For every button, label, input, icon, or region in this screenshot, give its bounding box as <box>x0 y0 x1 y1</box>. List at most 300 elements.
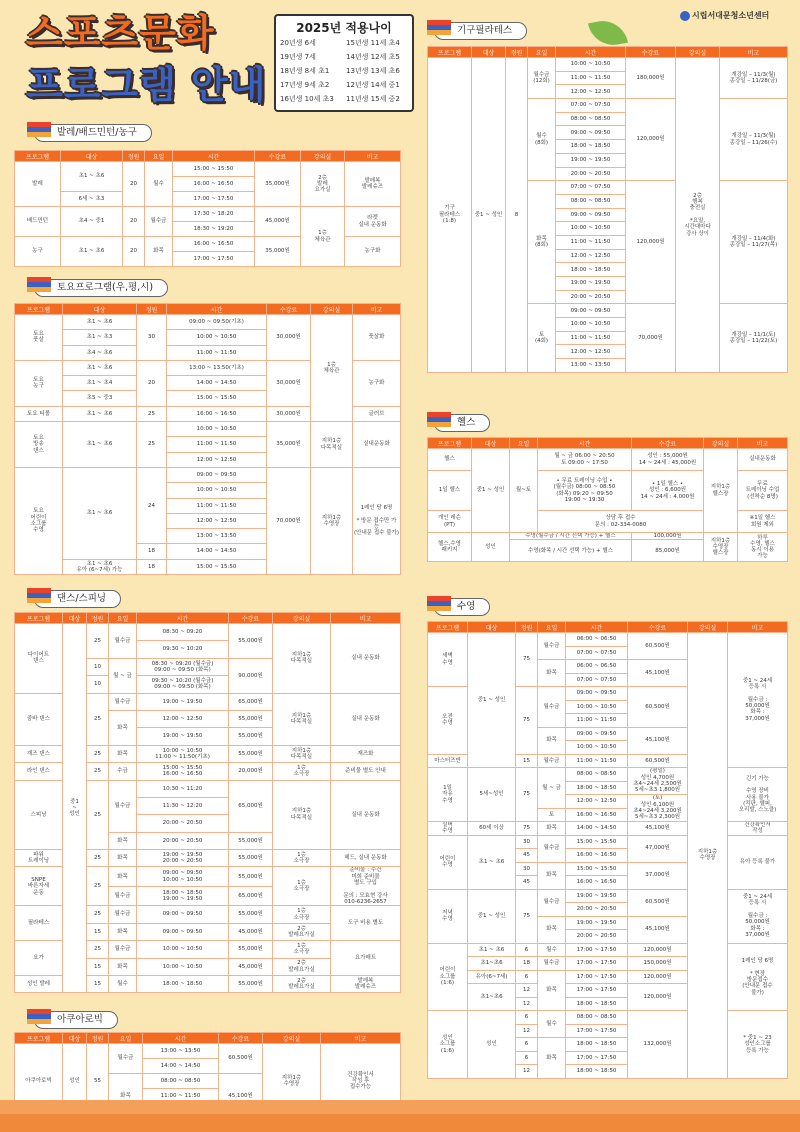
section-pilates: 기구필라테스 <box>434 22 527 40</box>
header-cell: 비고 <box>353 304 401 315</box>
table-cell: 10:00 ~ 10:50 <box>566 700 628 714</box>
table-cell: 14:00 ~ 14:50 <box>143 1059 219 1074</box>
table-cell: 65,000원 <box>229 693 273 710</box>
table-cell: 초1 ~ 초6 <box>63 406 137 421</box>
table-cell: 초1 ~ 초6 <box>63 467 137 559</box>
table-cell: 11:00 ~ 11:50 <box>566 714 628 728</box>
header-cell: 수강료 <box>267 304 311 315</box>
org-name <box>680 10 769 21</box>
table-cell: 6 <box>516 943 538 957</box>
table-cell: 개강일 – 11/3(월) 종강일 – 11/28(금) <box>720 58 788 99</box>
table-cell: 25 <box>87 780 109 850</box>
table-cell: 수영(월수금 / 시간 선택 가능) + 헬스 <box>510 533 632 540</box>
table-cell: 요가 <box>15 941 63 976</box>
table-cell: 재즈 댄스 <box>15 745 63 762</box>
table-row <box>428 943 788 957</box>
table-cell: 18:00 ~ 18:50 <box>556 140 626 154</box>
table-cell: 초1~초6 <box>468 984 516 1011</box>
table-cell: 10:00 ~ 10:50 <box>167 330 267 345</box>
table-cell: 55,000원 <box>229 624 273 659</box>
header-cell: 시간 <box>556 47 626 58</box>
table-cell: 14:00 ~ 14:50 <box>566 822 628 836</box>
table-cell: 성인 발레 <box>15 975 63 992</box>
age-cell: 19년생 7세 <box>280 53 316 61</box>
header-cell: 수강료 <box>628 622 688 633</box>
header-cell: 강의실 <box>676 47 720 58</box>
table-row <box>428 822 788 836</box>
table-cell: 지하1층 다목적실 <box>311 422 353 468</box>
table-cell: 초4 ~ 중1 <box>61 207 123 237</box>
table-cell: 월수금 <box>109 624 137 659</box>
table-cell: 25 <box>87 941 109 958</box>
table-cell: 09:00 ~ 09:50 10:00 ~ 10:50 <box>137 867 229 886</box>
header-cell: 대상 <box>63 304 137 315</box>
age-cell: 16년생 10세 초3 <box>280 95 334 103</box>
table-cell: 45 <box>516 849 538 863</box>
header-cell: 수강료 <box>626 47 676 58</box>
table-cell: 화목 (8회) <box>528 181 556 304</box>
header-cell: 비고 <box>720 47 788 58</box>
flag-icon <box>27 277 51 297</box>
table-cell: 지하1층 다목적실 <box>273 780 331 850</box>
table-cell: 월수금 <box>109 780 137 832</box>
table-cell: 75 <box>516 768 538 822</box>
table-cell: 19:00 ~ 19:50 20:00 ~ 20:50 <box>137 850 229 867</box>
age-row <box>276 50 412 64</box>
table-cell: 25 <box>87 745 109 762</box>
table-cell: 12:00 ~ 12:50 <box>566 795 628 809</box>
table-cell: 실내운동화 <box>353 422 401 468</box>
header-cell: 프로그램 <box>15 1033 63 1044</box>
header-cell: 정원 <box>87 613 109 624</box>
table-cell: 초1~초6 <box>468 957 516 971</box>
header-cell: 대상 <box>63 613 87 624</box>
table-cell: 줌바 댄스 <box>15 693 63 745</box>
table-cell: 30,000원 <box>267 406 311 421</box>
table-cell: 15 <box>87 975 109 992</box>
table-cell: 07:00 ~ 07:50 <box>556 99 626 113</box>
table-cell: 120,000원 <box>628 943 688 957</box>
table-cell: 09:00 ~ 09:50 <box>556 304 626 318</box>
table-cell: 30,000원 <box>267 315 311 361</box>
header-cell: 시간 <box>538 438 632 449</box>
table-cell: 17:00 ~ 17:50 <box>566 984 628 998</box>
table-cell: 15 <box>87 958 109 975</box>
table-cell: 16:00 ~ 16:50 <box>173 177 255 192</box>
table-cell: 30 <box>516 835 538 849</box>
header-cell: 요일 <box>510 438 538 449</box>
table-cell: 초1 ~ 초6 <box>468 835 516 889</box>
table-cell: 10:00 ~ 10:50 <box>566 741 628 755</box>
table-cell: 중1 ~ 성인 <box>468 889 516 943</box>
table-cell: 도구 비용 별도 <box>331 906 401 941</box>
table-cell: 24 <box>137 467 167 543</box>
table-cell: 15:00 ~ 15:50 <box>167 559 267 574</box>
table-cell: 월수금 <box>145 207 173 237</box>
table-cell: 초1 ~ 초6 <box>63 360 137 375</box>
table-cell: 17:30 ~ 18:20 <box>173 207 255 222</box>
header-cell: 프로그램 <box>428 622 468 633</box>
table-cell: 어린이 소그룹 (1:6) <box>428 943 468 1011</box>
age-cell: 15년생 11세 초4 <box>346 39 400 47</box>
table-cell: 20 <box>137 360 167 406</box>
table-cell: 18:00 ~ 18:50 <box>566 1065 628 1079</box>
table-cell: 오전 수영 <box>428 687 468 755</box>
section-aqua: 아쿠아로빅 <box>34 1011 118 1029</box>
table-cell: 라인 댄스 <box>15 763 63 780</box>
age-cell: 20년생 6세 <box>280 39 316 47</box>
table-cell: 10:00 ~ 10:50 <box>556 222 626 236</box>
table-cell: 120,000원 <box>626 181 676 304</box>
table-cell: 화목 <box>538 862 566 889</box>
table-cell: 60,500원 <box>219 1044 263 1074</box>
table-row <box>428 1011 788 1025</box>
table-cell: 1층 체육관 <box>311 315 353 422</box>
table-cell: 농구화 <box>345 237 401 267</box>
table-cell: 10:30 ~ 11:20 <box>137 780 229 797</box>
table-cell: 55,000원 <box>229 832 273 849</box>
table-cell: 월수 (8회) <box>528 99 556 181</box>
table-cell: 지하1층 헬스장 <box>704 449 738 533</box>
age-cell: 17년생 9세 초2 <box>280 81 330 89</box>
table-cell: 요가매트 <box>331 941 401 976</box>
table-cell: 6 <box>516 970 538 984</box>
table-cell: 2층 발레요가실 <box>273 958 331 975</box>
header-cell: 프로그램 <box>15 304 63 315</box>
table-cell: 중1 ~ 성인 <box>472 58 506 373</box>
table-cell: 초5 ~ 중3 <box>63 391 137 406</box>
header-cell: 시간 <box>566 622 628 633</box>
table-cell: 화목 <box>109 745 137 762</box>
table-cell: 월수금 <box>538 633 566 660</box>
header-cell: 정원 <box>87 1033 109 1044</box>
table-cell: 120,000원 <box>628 984 688 1011</box>
table-cell: 1층 소극장 <box>273 941 331 958</box>
table-cell: 15:00 ~ 15:50 <box>167 391 267 406</box>
table-cell: 11:00 ~ 11:50 <box>167 498 267 513</box>
table-cell: 토요 방송 댄스 <box>15 422 63 468</box>
table-cell: 08:00 ~ 08:50 <box>556 112 626 126</box>
header-cell: 요일 <box>109 613 137 624</box>
table-cell: 토요 티볼 <box>15 406 63 421</box>
table-row <box>15 162 401 177</box>
header-cell: 프로그램 <box>428 47 472 58</box>
table-cell: 스피닝 <box>15 780 63 850</box>
header-cell: 강의실 <box>301 151 345 162</box>
header-cell: 시간 <box>137 613 229 624</box>
table-cell: 19:00 ~ 19:50 <box>137 728 229 745</box>
table-cell: 20 <box>123 162 145 207</box>
table-cell: 10:00 ~ 10:50 <box>556 318 626 332</box>
table-cell: 라켓 실내 운동화 <box>345 207 401 237</box>
table-cell: 10:00 ~ 10:50 <box>167 483 267 498</box>
table-cell: 6세 ~ 초3 <box>61 192 123 207</box>
header-cell: 대상 <box>63 1033 87 1044</box>
table-cell: • 1일 헬스 • 성인 : 6,600원 14 ~ 24세 : 4,000원 <box>632 471 704 511</box>
age-cell: 11년생 15세 중2 <box>346 95 400 103</box>
table-cell: 13:00 ~ 13:50(기초) <box>167 360 267 375</box>
table-row <box>15 315 401 330</box>
table-cell: 개인 레슨 (PT) <box>428 511 472 533</box>
table-cell: 12 <box>516 1065 538 1079</box>
table-cell: 지하1층 수영장 헬스장 <box>704 533 738 562</box>
table-cell: 개강일 – 11/1(토) 종강일 – 11/22(토) <box>720 304 788 372</box>
table-cell: 성인 <box>63 1044 87 1119</box>
table-cell: 75 <box>516 822 538 836</box>
section-saturday: 토요프로그램(우,평,시) <box>34 279 168 297</box>
table-cell: 초4 ~ 초6 <box>63 345 137 360</box>
table-cell: 농구 <box>15 237 61 267</box>
table-cell: ※1일 헬스 회원 제외 <box>738 511 788 533</box>
table-cell: 45 <box>516 876 538 890</box>
table-cell: 45,000원 <box>229 923 273 940</box>
table-cell: 07:00 ~ 07:50 <box>566 673 628 687</box>
table-cell: 중1 ~ 성인 <box>472 449 510 533</box>
table-cell: 월수금 <box>109 693 137 710</box>
table-cell: 20 <box>123 207 145 237</box>
table-cell: 실내운동화 <box>738 449 788 471</box>
flag-icon <box>27 1009 51 1029</box>
section-dance: 댄스/스피닝 <box>34 590 121 608</box>
header-cell: 대상 <box>468 622 516 633</box>
table-cell: 1레인 당 6명 * 현장 방문접수 (안내문 접수 불가) <box>728 943 788 1011</box>
table-cell: 발레복 발레슈즈 <box>345 162 401 207</box>
table-cell: 풋살화 <box>353 315 401 361</box>
table-cell: 토요 어린이 소그룹 수영 <box>15 467 63 574</box>
table-cell: 65,000원 <box>229 886 273 905</box>
table-cell: 09:00 ~ 09:50 <box>137 923 229 940</box>
table-cell: 10:00 ~ 10:50 <box>556 58 626 72</box>
table-cell: 17:00 ~ 17:50 <box>566 957 628 971</box>
table-cell: 11:00 ~ 11:50 <box>566 754 628 768</box>
table-cell: 13:00 ~ 13:50 <box>556 359 626 373</box>
table-cell: 수금 <box>109 763 137 780</box>
table-cell: 월 ~ 금 <box>538 768 566 809</box>
table-cell: 월 ~ 금 <box>109 658 137 693</box>
table-cell: 09:30 ~ 10:20 <box>137 641 229 658</box>
table-cell: 65,000원 <box>229 780 273 832</box>
section-health: 헬스 <box>434 414 490 432</box>
table-cell: 월 ~ 금 06:00 ~ 20:50 토 09:00 ~ 17:50 <box>538 449 632 471</box>
table-cell: 6 <box>516 1011 538 1025</box>
table-row <box>15 422 401 437</box>
table-cell: SNPE 바른자세 운동 <box>15 867 63 906</box>
table-cell: 47,000원 <box>628 835 688 862</box>
header-cell: 정원 <box>137 304 167 315</box>
table-cell: 17:00 ~ 17:50 <box>566 943 628 957</box>
table-cell: 화목 <box>109 867 137 886</box>
table-cell: 농구화 <box>353 360 401 406</box>
table-cell: 20:00 ~ 20:50 <box>566 903 628 917</box>
table-row <box>15 624 401 641</box>
table-cell: 아쿠아로빅 <box>15 1044 63 1119</box>
table-cell: 20:00 ~ 20:50 <box>566 930 628 944</box>
table-cell: 월수금 <box>109 1044 143 1074</box>
header-cell: 수강료 <box>229 613 273 624</box>
table-cell: 25 <box>137 422 167 468</box>
table-cell: 07:00 ~ 07:50 <box>556 181 626 195</box>
table-cell: 새벽 수영 <box>428 633 468 687</box>
table-cell: 85,000원 <box>632 540 704 562</box>
table-cell: 08:30 ~ 09:20 <box>137 624 229 641</box>
table-cell: 중1 ~ 성인 <box>63 624 87 993</box>
table-cell: 월수금 <box>109 941 137 958</box>
table-cell: 55,000원 <box>229 906 273 923</box>
table-cell: 25 <box>87 867 109 906</box>
header-cell: 비고 <box>321 1033 401 1044</box>
table-cell: 월수금 <box>538 889 566 916</box>
table-cell: 15:00 ~ 15:50 <box>566 835 628 849</box>
table-cell: 12:00 ~ 12:50 <box>556 85 626 99</box>
table-cell: 실내 운동화 <box>331 693 401 745</box>
table-cell: 09:00 ~ 09:50 <box>556 126 626 140</box>
table-cell: 2층 행복 충전실 *요일, 시간대마다 강사 상이 <box>676 58 720 373</box>
table-cell: 초1 ~ 초6 <box>63 315 137 330</box>
header-cell: 정원 <box>123 151 145 162</box>
header-cell: 대상 <box>61 151 123 162</box>
flag-icon <box>427 20 451 40</box>
age-row <box>276 92 412 106</box>
table-cell: 건강확인서 작성 <box>728 822 788 836</box>
table-cell: 20:00 ~ 20:50 <box>137 815 229 832</box>
flag-icon <box>427 412 451 432</box>
table-cell: 화목 <box>109 850 137 867</box>
table-cell: 10 <box>87 658 109 675</box>
table-cell: (평일) 성인 4,700원 초4~24세 2,500원 5세~초3 1,800원 <box>628 768 688 795</box>
table-cell: 13:00 ~ 13:50 <box>167 529 267 544</box>
table-cell: 초1 ~ 초6 <box>468 943 516 957</box>
table-cell: 37,000원 <box>628 862 688 889</box>
table-cell: 지하1층 다목적실 <box>273 693 331 745</box>
age-cell: 12년생 14세 중1 <box>346 81 400 89</box>
table-cell: 18:00 ~ 18:50 <box>556 263 626 277</box>
header-cell: 강의실 <box>311 304 353 315</box>
table-cell: 초1 ~ 초6 <box>61 162 123 192</box>
table-cell: 실버 수영 <box>428 822 468 836</box>
age-table-title: 2025년 적용나이 <box>296 21 392 35</box>
table-cell: 60,500원 <box>628 889 688 916</box>
table-cell: 헬스,수영 패키지 <box>428 533 472 562</box>
table-cell: 월수금 <box>538 687 566 728</box>
table-cell: 18 <box>516 957 538 971</box>
table-cell: 배드민턴 <box>15 207 61 237</box>
table-cell: 60,500원 <box>628 754 688 768</box>
table-cell: 19:00 ~ 19:50 <box>556 153 626 167</box>
flag-icon <box>27 588 51 608</box>
saturday-table <box>14 303 401 575</box>
table-cell: 75 <box>516 889 538 943</box>
table-cell: 14:00 ~ 14:50 <box>167 544 267 559</box>
table-cell: 18:00 ~ 18:50 <box>566 1038 628 1052</box>
table-cell: 45,000원 <box>229 958 273 975</box>
table-cell: 75 <box>516 687 538 755</box>
table-cell: 12 <box>516 997 538 1011</box>
table-cell: 11:00 ~ 11:50 <box>556 235 626 249</box>
table-cell: 06:00 ~ 06:50 <box>566 660 628 674</box>
table-cell: 6 <box>516 1051 538 1065</box>
table-cell: 12:00 ~ 12:50 <box>167 452 267 467</box>
table-cell: 토 (4회) <box>528 304 556 372</box>
table-cell: 10:00 ~ 10:50 <box>137 958 229 975</box>
table-cell: 25 <box>87 906 109 923</box>
table-cell: 초1 ~ 초6 <box>61 237 123 267</box>
table-cell: 화목 <box>109 1074 143 1119</box>
header-cell: 대상 <box>472 438 510 449</box>
table-cell: 55,000원 <box>229 941 273 958</box>
table-cell: 기구 필라테스 (1:8) <box>428 58 472 373</box>
ballet-table <box>14 150 401 267</box>
table-cell: 55,000원 <box>229 975 273 992</box>
table-cell: 화목 <box>145 237 173 267</box>
table-cell: 월수 <box>109 975 137 992</box>
table-cell: 55,000원 <box>229 850 273 867</box>
table-cell: 18:00 ~ 18:50 <box>566 781 628 795</box>
table-cell: 70,000원 <box>626 304 676 372</box>
table-cell: 화목 <box>538 660 566 687</box>
table-cell: 45,100원 <box>628 822 688 836</box>
table-cell: 45,000원 <box>255 207 301 237</box>
table-cell: 화목 <box>538 916 566 943</box>
table-cell: 75 <box>516 633 538 687</box>
table-cell: • 무료 트레이닝 수업 • (월수금) 08:00 ~ 08:50 (화목) 09:20 ~ 09:50 19:00 ~ 19:30 <box>538 471 632 511</box>
table-cell: 초1 ~ 초4 <box>63 376 137 391</box>
org-label: 시립서대문청소년센터 <box>692 11 770 20</box>
table-cell: 6 <box>516 1038 538 1052</box>
table-cell: 09:00 ~ 09:50 <box>566 687 628 701</box>
table-cell: 상담 후 접수 문의 : 02-334-0080 <box>538 511 704 533</box>
table-cell: 화목 <box>538 822 566 836</box>
table-cell: 16:00 ~ 16:50 <box>566 808 628 822</box>
table-cell: 20:00 ~ 20:50 <box>556 167 626 181</box>
table-cell: 25 <box>87 763 109 780</box>
table-cell: 화목 <box>109 958 137 975</box>
age-table <box>274 14 414 112</box>
table-cell: 35,000원 <box>255 237 301 267</box>
table-cell: 17:00 ~ 17:50 <box>566 1051 628 1065</box>
table-cell: 건강확인서 작성 후 접수가능 <box>321 1044 401 1119</box>
table-cell: 12:00 ~ 12:50 <box>167 513 267 528</box>
table-cell: 19:00 ~ 19:50 <box>566 889 628 903</box>
table-cell: 55 <box>87 1044 109 1119</box>
age-cell: 14년생 12세 초5 <box>346 53 400 61</box>
table-cell: 30 <box>137 315 167 361</box>
table-cell: 70,000원 <box>267 467 311 574</box>
table-cell: 중1 ~ 성인 <box>468 633 516 768</box>
table-cell: 20 <box>123 237 145 267</box>
section-ballet: 발레/배드민턴/농구 <box>34 124 152 142</box>
table-cell: 화목 <box>538 1038 566 1079</box>
table-cell: 월수 <box>538 1011 566 1038</box>
table-row <box>428 768 788 782</box>
table-cell: 45,100원 <box>628 916 688 943</box>
table-cell: 18:30 ~ 19:20 <box>173 222 255 237</box>
leaf-icon <box>588 17 628 49</box>
title-line2: 프로그램 안내 <box>26 63 267 107</box>
table-cell: 중1 ~ 24세 등록 시 월수금 : 50,000원 화목 : 37,000원 <box>728 633 788 768</box>
table-cell: 수영(화목 / 시간 선택 가능) + 헬스 <box>510 540 632 562</box>
header-cell: 정원 <box>506 47 528 58</box>
table-cell: 유아(6~7세) <box>468 970 516 984</box>
table-cell: 16:00 ~ 16:50 <box>173 237 255 252</box>
header-cell: 수강료 <box>219 1033 263 1044</box>
header-cell: 프로그램 <box>15 151 61 162</box>
table-cell: 25 <box>137 406 167 421</box>
flag-icon <box>27 122 51 142</box>
table-cell: 유아 등록 불가 <box>728 835 788 889</box>
table-cell: 18 <box>137 544 167 559</box>
table-cell: 150,000원 <box>628 957 688 971</box>
table-cell: 화목 <box>538 727 566 754</box>
